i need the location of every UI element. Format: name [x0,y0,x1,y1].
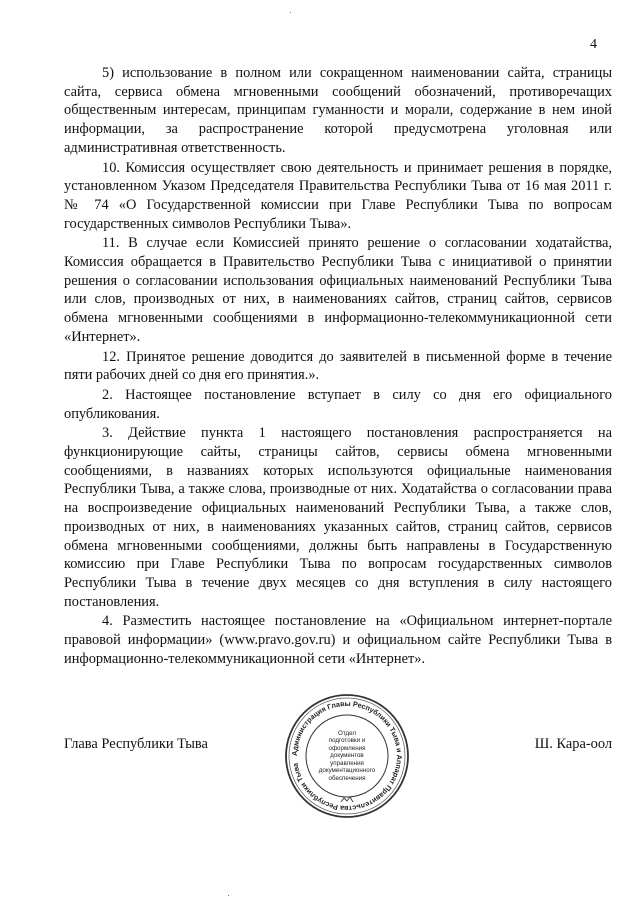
stamp-ring-text: Администрация Главы Республики Тыва и Аппарат Правительства Республики Тыва [289,698,405,814]
signatory-name: Ш. Кара-оол [534,736,612,752]
official-stamp [283,692,411,820]
paragraph-point-2: 2. Настоящее постановление вступает в силу со дня его официального опубликования. [64,386,612,422]
scan-speck [228,895,229,896]
stamp-line: обеспечения [328,774,366,782]
stamp-line: управления [330,759,364,767]
signatory-position: Глава Республики Тыва [64,736,208,752]
paragraph-clause-12: 12. Принятое решение доводится до заявителей в письменной форме в течение пяти рабочих дней со дня его принятия.». [64,348,612,384]
stamp-line: документационного [318,767,376,775]
document-body [64,64,612,669]
stamp-line: оформления документов [328,744,366,760]
stamp-line: подготовки и [328,737,366,745]
paragraph-item-5: 5) использование в полном или сокращенном наименовании сайта, страницы сайта, сервиса обмена мгновенными сообщений обозначений, противоречащих общественным интересам, принципам гуманности и морали, содержание в нем иной информации, за распространение которой предусмотрена уголовная или административная ответственность. [64,65,612,156]
page-number: 4 [590,37,597,52]
paragraph-point-3: 3. Действие пункта 1 настоящего постановления распространяется на функционирующие сайты, страницы сайтов, сервисы обмена мгновенными сообщениями, в названиях которых используются официальные наименования Республики Тыва, а также слова, производные от них. Ходатайства о согласовании права на воспроизведение официальных наименований Республики Тыва, а также слов, производных от них, в наименованиях указанных сайтов, страниц сайтов, сервисов обмена мгновенными сообщениями, должны быть направлены в Государственную комиссию при Главе Республики Тыва по вопросам государственных символов Республики Тыва в течение двух месяцев со дня вступления в силу настоящего постановления. [64,425,612,610]
scan-speck [290,12,291,13]
stamp-center-text [311,720,383,792]
paragraph-point-4: 4. Разместить настоящее постановление на «Официальном интернет-портале правовой информации» (www.pravo.gov.ru) и официальном сайте Республики Тыва в информационно-телекоммуникационной сети «Интернет». [64,613,612,667]
paragraph-clause-11: 11. В случае если Комиссией принято решение о согласовании ходатайства, Комиссия обращается в Правительство Республики Тыва с инициативой о принятии решения о согласовании использования официальных наименований Республики Тыва или слов, производных от них, в наименованиях сайтов, страниц сайтов, сервисов обмена мгновенными сообщениями в информационно-телекоммуникационной сети «Интернет». [64,235,612,345]
paragraph-clause-10: 10. Комиссия осуществляет свою деятельность и принимает решения в порядке, установленном Указом Председателя Правительства Республики Тыва от 16 мая 2011 г. № 74 «О Государственной комиссии при Главе Республики Тыва по вопросам государственных символов Республики Тыва». [64,159,612,232]
stamp-line: Отдел [338,730,356,738]
